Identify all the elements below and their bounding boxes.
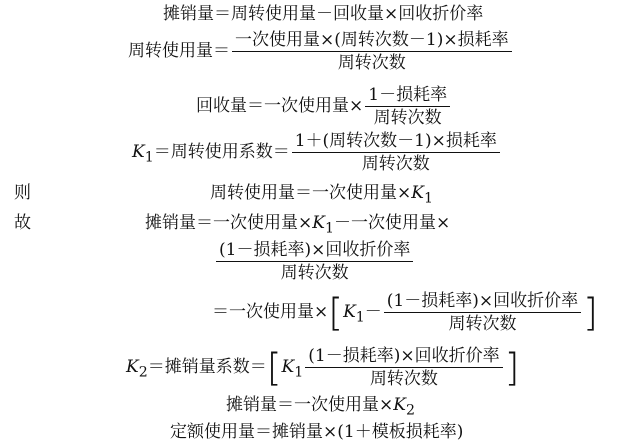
left-bracket: [ — [266, 345, 282, 390]
text-b: －一次使用量× — [333, 213, 451, 233]
text-a: 摊销量＝一次使用量× — [145, 213, 313, 233]
k-subscript: 1 — [355, 309, 365, 326]
numerator: (1－损耗率)×回收折价率 — [305, 346, 502, 368]
denominator: 周转次数 — [337, 53, 406, 73]
formula-amortization-k2 — [226, 394, 415, 421]
formula-k2 — [126, 346, 519, 389]
numerator: 1－损耗率 — [365, 85, 450, 107]
formula-quota-usage — [170, 421, 463, 443]
k-symbol: K — [312, 213, 325, 233]
word-hence: 故 — [14, 213, 31, 233]
left-bracket: [ — [328, 290, 344, 335]
k-subscript: 2 — [405, 402, 415, 419]
text-a: ＝摊销量系数＝ — [147, 357, 267, 377]
denominator: 周转次数 — [369, 369, 438, 389]
text-a: ＝一次使用量× — [212, 302, 329, 322]
k-symbol: K — [132, 142, 145, 162]
k1-subscript: 1 — [294, 364, 304, 381]
denominator: 周转次数 — [448, 314, 517, 334]
k-symbol: K — [393, 395, 406, 415]
right-bracket: ] — [583, 290, 598, 335]
lhs: 周转使用量＝ — [128, 41, 230, 61]
denominator: 周转次数 — [280, 263, 349, 283]
word-then: 则 — [14, 183, 31, 203]
fraction — [384, 291, 581, 334]
lhs: 回收量＝一次使用量× — [196, 96, 364, 116]
formula-equal-bracket — [212, 291, 598, 334]
fraction — [232, 30, 512, 73]
formula-turnover-usage — [128, 30, 514, 73]
formula-hence-body — [145, 212, 450, 239]
formula-text: 定额使用量＝摊销量×(1＋模板损耗率) — [170, 422, 464, 442]
formula-amortization — [163, 3, 483, 25]
lhs: ＝周转使用系数＝ — [153, 142, 290, 162]
fraction — [365, 85, 450, 128]
numerator: 1＋(周转次数－1)×损耗率 — [292, 131, 500, 153]
k1-symbol: K — [281, 357, 295, 377]
formula-hence — [14, 212, 31, 234]
k-subscript: 1 — [324, 220, 334, 237]
fraction — [216, 240, 413, 283]
minus-sign: － — [364, 302, 382, 322]
right-bracket: ] — [504, 345, 520, 390]
k-subscript: 2 — [138, 364, 148, 381]
numerator: (1－损耗率)×回收折价率 — [216, 240, 413, 262]
formula-text: 摊销量＝周转使用量－回收量×回收折价率 — [163, 4, 484, 24]
k-symbol: K — [411, 183, 424, 203]
fraction — [292, 131, 500, 174]
formula-then — [14, 182, 31, 204]
formula-continuation — [214, 240, 415, 283]
k-symbol: K — [126, 357, 139, 377]
formula-then-body — [210, 182, 433, 209]
k-subscript: 1 — [423, 190, 433, 207]
formula-k1 — [132, 131, 502, 174]
k-symbol: K — [343, 302, 356, 322]
numerator: (1－损耗率)×回收折价率 — [384, 291, 581, 313]
text-a: 摊销量＝一次使用量× — [226, 395, 394, 415]
numerator: 一次使用量×(周转次数－1)×损耗率 — [232, 30, 512, 52]
formula-text: 周转使用量＝一次使用量× — [210, 183, 412, 203]
formula-recovery — [196, 85, 452, 128]
fraction — [305, 346, 502, 389]
denominator: 周转次数 — [373, 108, 442, 128]
denominator: 周转次数 — [361, 154, 430, 174]
k-subscript: 1 — [144, 149, 154, 166]
